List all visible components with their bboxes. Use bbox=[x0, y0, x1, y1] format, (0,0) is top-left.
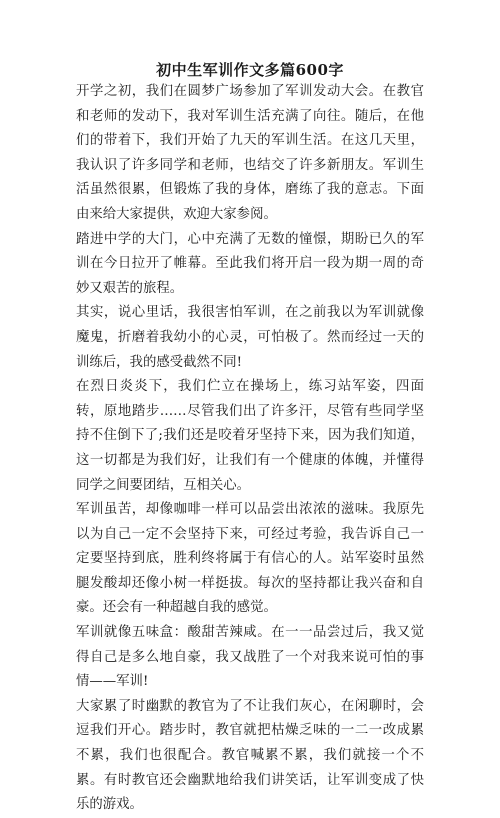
paragraph: 开学之初，我们在圆梦广场参加了军训发动大会。在教官和老师的发动下，我对军训生活充满了向往。随后，在他们的带着下，我们开始了九天的军训生活。在这几天里，我认识了许多同学和老师，也结交了许多新朋友。军训生活虽然很累，但锻炼了我的身体，磨练了我的意志。下面由来给大家提供，欢迎大家参阅。 bbox=[76, 84, 424, 222]
paragraph: 军训就像五味盒：酸甜苦辣咸。在一一品尝过后，我又觉得自己是多么地自豪，我又战胜了一个对我来说可怕的事情——军训! bbox=[76, 625, 424, 690]
paragraph: 大家累了时幽默的教官为了不让我们灰心，在闲聊时，会逗我们开心。踏步时，教官就把枯燥乏味的一二一改成累不累，我们也很配合。教官喊累不累，我们就接一个不累。有时教官还会幽默地给我们讲笑话，让军训变成了快乐的游戏。 bbox=[76, 698, 424, 813]
paragraph: 其实，说心里话，我很害怕军训，在之前我以为军训就像魔鬼，折磨着我幼小的心灵，可怕极了。然而经过一天的训练后，我的感受截然不同! bbox=[76, 305, 424, 370]
paragraph: 在烈日炎炎下，我们伫立在操场上，练习站军姿，四面转，原地踏步……尽管我们出了许多汗，尽管有些同学坚持不住倒下了;我们还是咬着牙坚持下来，因为我们知道，这一切都是为我们好，让我们有一个健康的体魄，并懂得同学之间要团结，互相关心。 bbox=[76, 379, 424, 493]
document-body bbox=[76, 80, 424, 818]
document-title: 初中生军训作文多篇600字 bbox=[156, 61, 344, 79]
paragraph: 踏进中学的大门，心中充满了无数的憧憬，期盼已久的军训在今日拉开了帷幕。至此我们将开启一段为期一周的奇妙又艰苦的旅程。 bbox=[76, 231, 424, 296]
paragraph: 军训虽苦，却像咖啡一样可以品尝出浓浓的滋味。我原先以为自己一定不会坚持下来，可经过考验，我告诉自己一定要坚持到底，胜利终将属于有信心的人。站军姿时虽然腿发酸却还像小树一样挺拔。每次的坚持都让我兴奋和自豪。还会有一种超越自我的感觉。 bbox=[76, 502, 424, 616]
